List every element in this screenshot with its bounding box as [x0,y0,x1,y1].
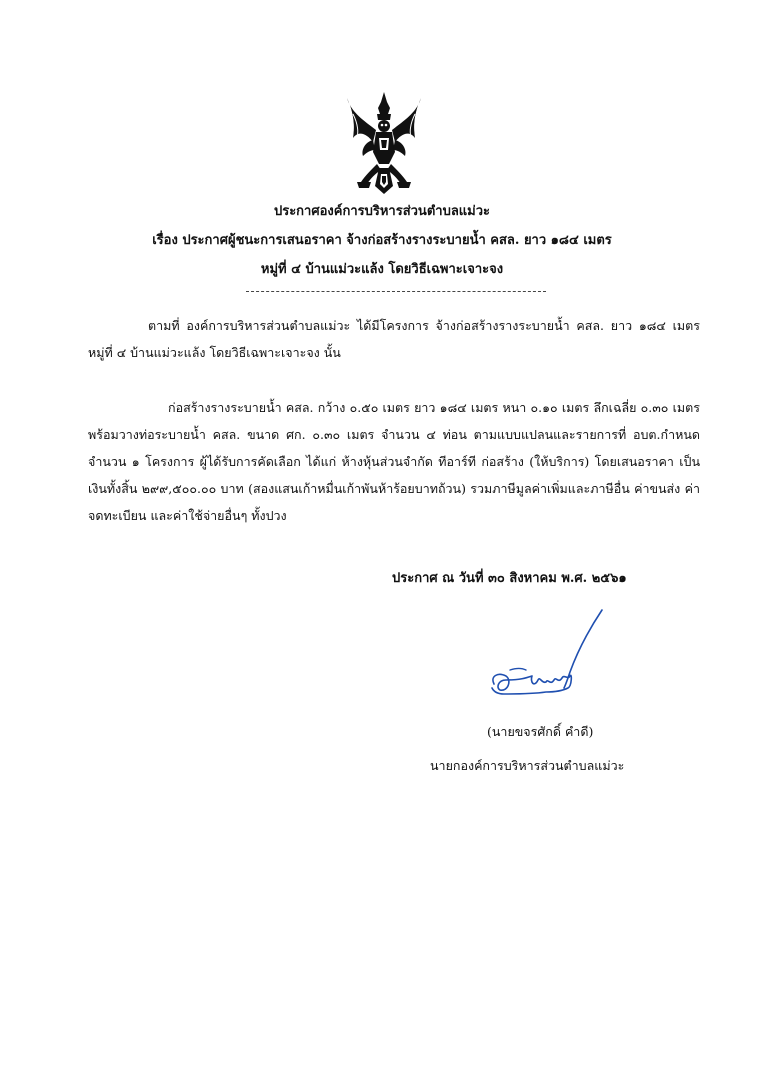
announcement-subject: เรื่อง ประกาศผู้ชนะการเสนอราคา จ้างก่อสร้างรางระบายน้ำ คสล. ยาว ๑๘๔ เมตร [152,233,612,248]
intro-paragraph: ตามที่ องค์การบริหารส่วนตำบลแม่วะ ได้มีโครงการ จ้างก่อสร้างรางระบายน้ำ คสล. ยาว ๑๘๔ เมตร หมู่ที่ ๔ บ้านแม่วะแล้ง โดยวิธีเฉพาะเจาะจง นั้น [88,318,700,360]
announcement-date: ประกาศ ณ วันที่ ๓๐ สิงหาคม พ.ศ. ๒๕๖๑ [392,571,627,586]
header-divider [246,291,546,292]
details-paragraph: ก่อสร้างรางระบายน้ำ คสล. กว้าง ๐.๕๐ เมตร ยาว ๑๘๔ เมตร หนา ๐.๑๐ เมตร ลึกเฉลี่ย ๐.๓๐ เมตร พร้อมวางท่อระบายน้ำ คสล. ขนาด ศก. ๐.๓๐ เมตร จำนวน ๔ ท่อน ตามแบบแปลนและรายการที่ อบต.กำหนด จำนวน ๑ โครงการ ผู้ได้รับการคัดเลือก ได้แก่ ห้างหุ้นส่วนจำกัด ทีอาร์ที ก่อสร้าง (ให้บริการ) โดยเสนอราคา เป็นเงินทั้งสิ้น ๒๙๙,๕๐๐.๐๐ บาท (สองแสนเก้าหมื่นเก้าพันห้าร้อยบาทถ้วน) รวมภาษีมูลค่าเพิ่มและภาษีอื่น ค่าขนส่ง ค่าจดทะเบียน และค่าใช้จ่ายอื่นๆ ทั้งปวง [88,400,700,523]
announcement-subject-continued: หมู่ที่ ๔ บ้านแม่วะแล้ง โดยวิธีเฉพาะเจาะจง [260,262,504,277]
signatory-name: (นายขจรศักดิ์ คำดี) [487,724,594,739]
announcement-title: ประกาศองค์การบริหารส่วนตำบลแม่วะ [273,204,491,219]
garuda-emblem-icon [343,90,425,198]
signatory-title: นายกองค์การบริหารส่วนตำบลแม่วะ [430,758,625,773]
handwritten-signature [486,606,610,708]
